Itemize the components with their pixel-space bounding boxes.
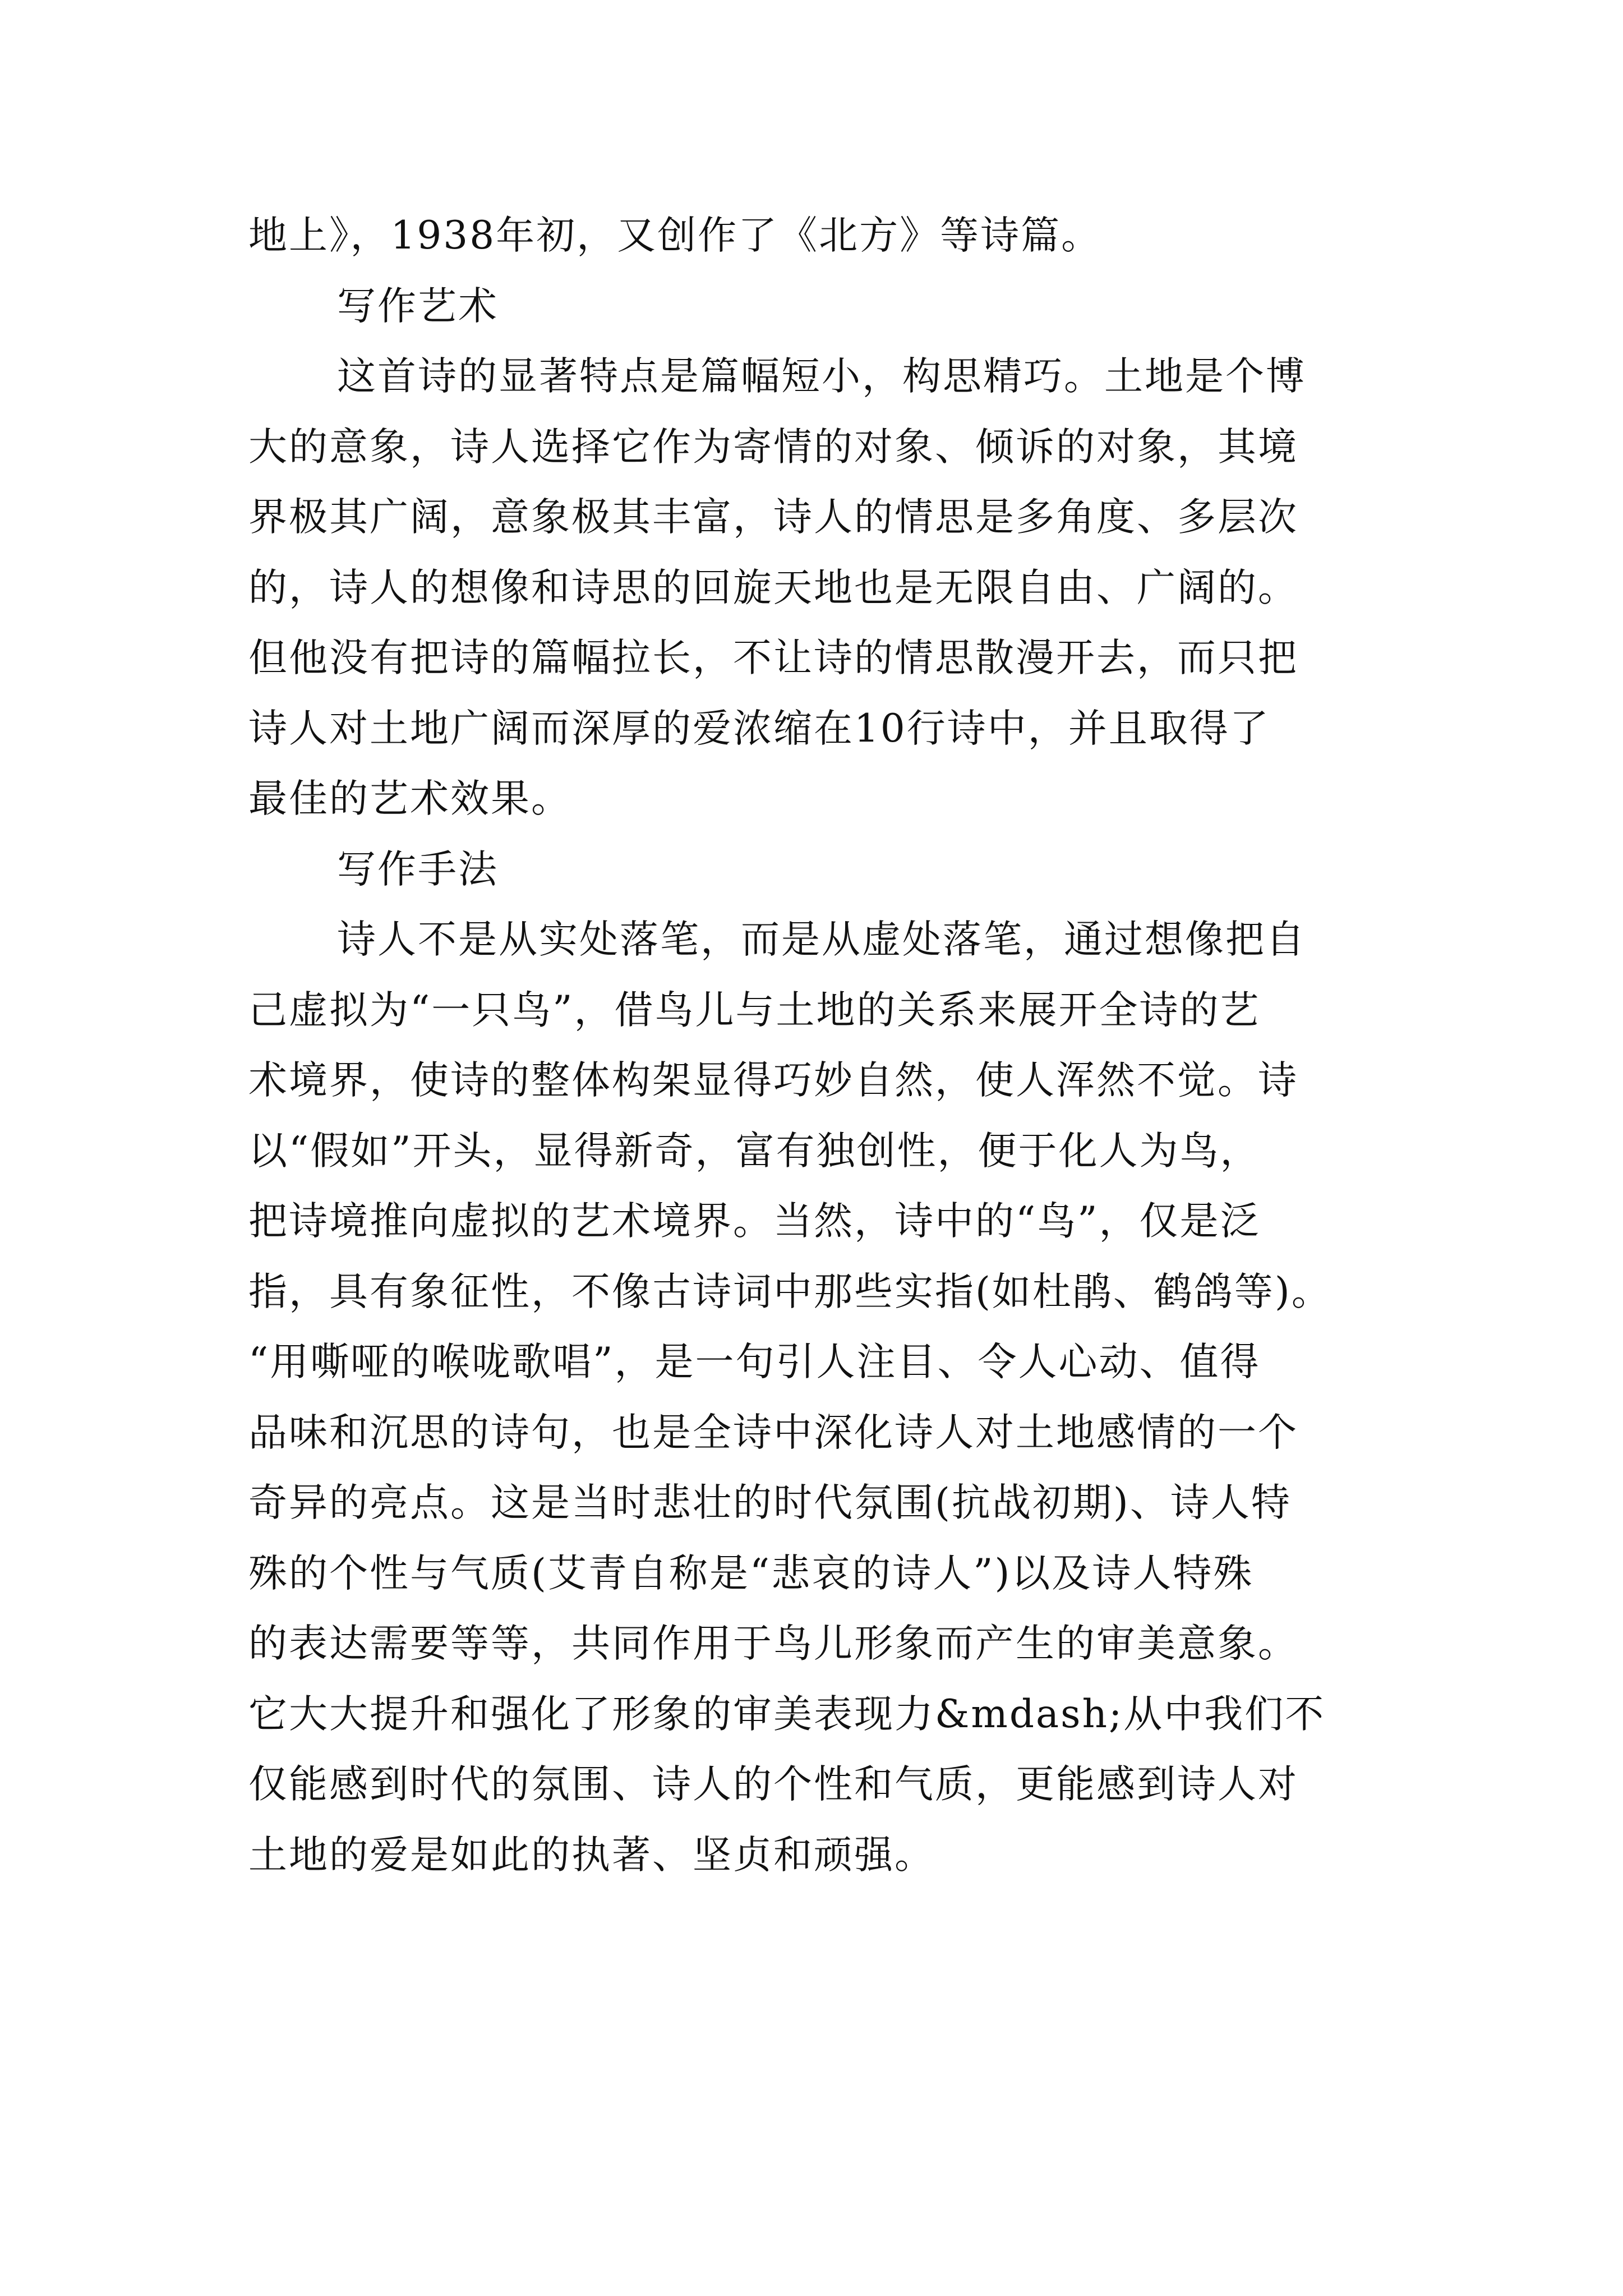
text-line: 术境界，使诗的整体构架显得巧妙自然，使人浑然不觉。诗	[248, 1058, 1298, 1103]
text-line: 诗人对土地广阔而深厚的爱浓缩在10行诗中，并且取得了	[248, 706, 1270, 751]
text-line: 界极其广阔，意象极其丰富，诗人的情思是多角度、多层次	[248, 495, 1298, 540]
text-line: 把诗境推向虚拟的艺术境界。当然，诗中的“鸟”，仅是泛	[248, 1199, 1261, 1244]
text-line: 己虚拟为“一只鸟”，借鸟儿与土地的关系来展开全诗的艺	[248, 987, 1261, 1033]
text-line: 的，诗人的想像和诗思的回旋天地也是无限自由、广阔的。	[248, 565, 1298, 610]
section-heading-writing-art: 写作艺术	[337, 283, 499, 329]
text-line: 但他没有把诗的篇幅拉长，不让诗的情思散漫开去，而只把	[248, 636, 1298, 680]
text-line: 地上》，1938年初，又创作了《北方》等诗篇。	[248, 213, 1102, 258]
text-line: 大的意象，诗人选择它作为寄情的对象、倾诉的对象，其境	[248, 424, 1298, 470]
text-line: 指，具有象征性，不像古诗词中那些实指(如杜鹃、鹤鸽等)。	[248, 1269, 1332, 1314]
text-line: 奇异的亮点。这是当时悲壮的时代氛围(抗战初期)、诗人特	[248, 1480, 1292, 1525]
text-line: 它大大提升和强化了形象的审美表现力&mdash;从中我们不	[248, 1691, 1326, 1737]
text-line: 品味和沉思的诗句，也是全诗中深化诗人对土地感情的一个	[248, 1410, 1298, 1455]
text-line: “用嘶哑的喉咙歌唱”，是一句引人注目、令人心动、值得	[248, 1340, 1261, 1384]
text-line: 殊的个性与气质(艾青自称是“悲哀的诗人”)以及诗人特殊	[248, 1550, 1254, 1596]
text-line: 最佳的艺术效果。	[248, 776, 571, 821]
document-body	[248, 201, 1482, 1890]
section-heading-writing-technique: 写作手法	[337, 846, 499, 892]
text-line: 诗人不是从实处落笔，而是从虚处落笔，通过想像把自	[337, 917, 1306, 962]
text-line: 仅能感到时代的氛围、诗人的个性和气质，更能感到诗人对	[248, 1762, 1298, 1807]
text-line: 的表达需要等等，共同作用于鸟儿形象而产生的审美意象。	[248, 1621, 1298, 1666]
text-line: 以“假如”开头，显得新奇，富有独创性，便于化人为鸟，	[248, 1128, 1261, 1174]
text-line: 这首诗的显著特点是篇幅短小，构思精巧。土地是个博	[337, 354, 1306, 399]
text-line: 土地的爱是如此的执著、坚贞和顽强。	[248, 1832, 935, 1878]
